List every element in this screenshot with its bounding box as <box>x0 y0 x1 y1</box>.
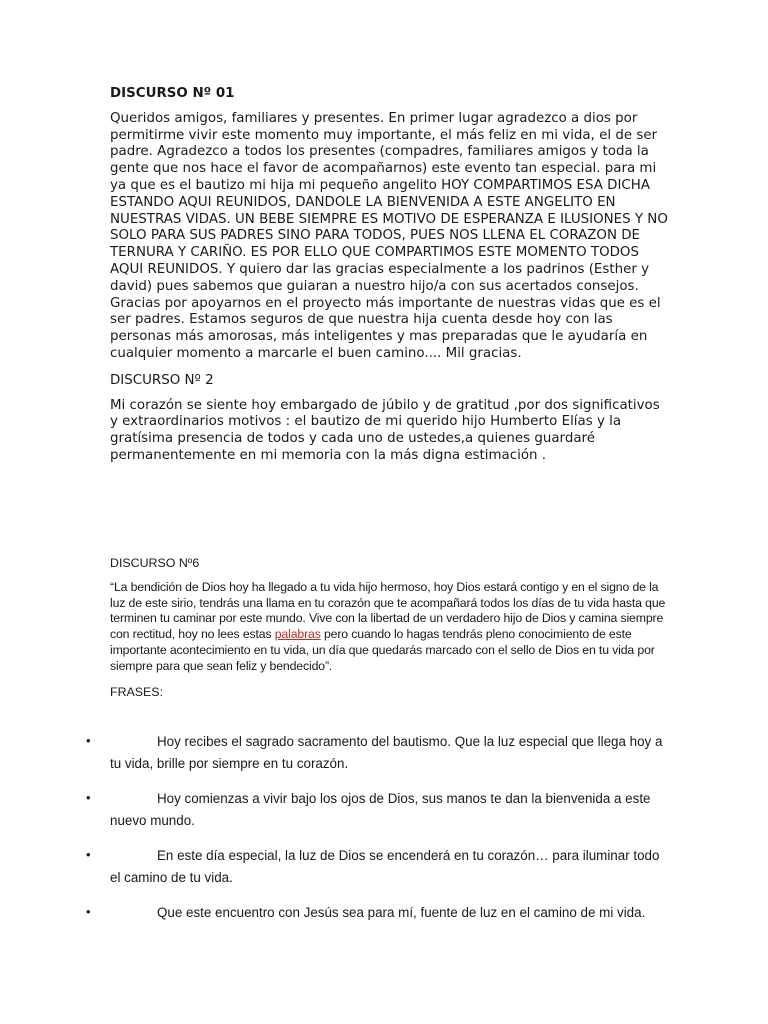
discurso-6-text-after: pero cuando lo hagas tendrás pleno conocimiento de este importante acontecimiento en tu vida, un día que quedarás marcado con el sello de Dios en tu vida por siempre para que sean feliz y bendecido”. <box>110 627 655 673</box>
discurso-1-title: DISCURSO Nº 01 <box>110 86 235 101</box>
discurso-2-title: DISCURSO Nº 2 <box>110 372 214 388</box>
list-item <box>0 902 768 924</box>
list-item <box>0 731 768 775</box>
discurso-6-title: DISCURSO Nº6 <box>110 556 200 570</box>
list-item <box>0 788 768 832</box>
discurso-1-text: Queridos amigos, familiares y presentes. En primer lugar agradezco a dios por permitirme vivir este momento muy importante, el más feliz en mi vida, el de ser padre. Agradezco a todos los presentes (compadres, familiares amigos y toda la gente que nos hace el favor de acompañarnos) este evento tan especial. para mi ya que es el bautizo mi hija mi pequeño angelito HOY COMPARTIMOS ESA DICHA ESTANDO AQUI REUNIDOS, DANDOLE LA BIENVENIDA A ESTE ANGELITO EN NUESTRAS VIDAS. UN BEBE SIEMPRE ES MOTIVO DE ESPERANZA E ILUSIONES Y NO SOLO PARA SUS PADRES SINO PARA TODOS, PUES NOS LLENA EL CORAZON DE TERNURA Y CARIÑO. ES POR ELLO QUE COMPARTIMOS ESTE MOMENTO TODOS AQUI REUNIDOS. Y quiero dar las gracias especialmente a los padrinos (Esther y david) pues sabemos que guiaran a nuestro hijo/a con sus acertados consejos. Gracias por apoyarnos en el proyecto más importante de nuestras vidas que es el ser padres. Estamos seguros de que nuestra hija cuenta desde hoy con las personas más amorosas, más inteligentes y mas preparadas que le ayudaría en cualquier momento a marcarle el buen camino.... Mil gracias. <box>110 110 668 361</box>
frase-text: Hoy comienzas a vivir bajo los ojos de Dios, sus manos te dan la bienvenida a este nuevo mundo. <box>110 791 651 828</box>
frase-text: En este día especial, la luz de Dios se encenderá en tu corazón… para iluminar todo el camino de tu vida. <box>110 848 660 885</box>
discurso-6-text-before: “La bendición de Dios hoy ha llegado a tu vida hijo hermoso, hoy Dios estará contigo y en el signo de la luz de este sirio, tendrás una llama en tu corazón que te acompañará todos los días de tu vida hasta que terminen tu caminar por este mundo. Vive con la libertad de un verdadero hijo de Dios y camina siempre con rectitud, hoy no lees estas <box>110 580 666 642</box>
bullet-icon: • <box>86 904 91 919</box>
discurso-6-section <box>110 556 670 700</box>
palabras-link[interactable]: palabras <box>274 627 321 642</box>
frases-list <box>0 731 768 937</box>
frase-text: Que este encuentro con Jesús sea para mí, fuente de luz en el camino de mi vida. <box>157 905 646 920</box>
bullet-icon: • <box>86 790 91 805</box>
bullet-icon: • <box>86 847 91 862</box>
frases-title: FRASES: <box>110 685 164 700</box>
discursos-section <box>110 86 670 465</box>
discurso-2-text: Mi corazón se siente hoy embargado de júbilo y de gratitud ,por dos significativos y extraordinarios motivos : el bautizo de mi querido hijo Humberto Elías y la gratísima presencia de todos y cada uno de ustedes,a quienes guardaré permanentemente en mi memoria con la más digna estimación . <box>110 397 660 463</box>
list-item <box>0 845 768 889</box>
discurso-6-text <box>110 580 670 674</box>
bullet-icon: • <box>86 733 91 748</box>
frase-text: Hoy recibes el sagrado sacramento del bautismo. Que la luz especial que llega hoy a tu vida, brille por siempre en tu corazón. <box>110 734 663 771</box>
